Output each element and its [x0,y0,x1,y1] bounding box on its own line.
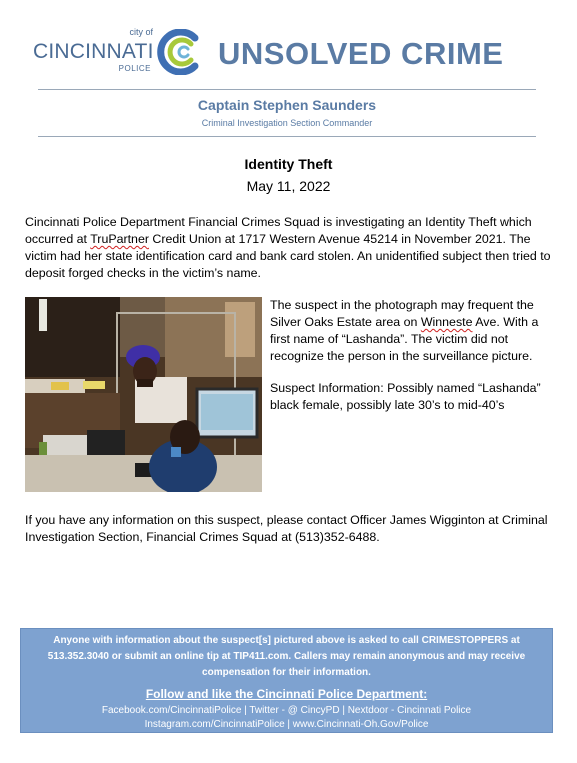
spellcheck-flagged-street: Winneste [420,315,473,329]
cincinnati-police-logo [33,28,203,78]
suspect-location-paragraph [270,297,552,365]
crime-date: May 11, 2022 [246,178,331,194]
case-description-part2: Credit Union at 1717 Western Avenue 45214 in November 2021. The victim had her state identification card and bank card stolen. An unidentified subject then tried to deposit forged checks in the victim’s name. [25,232,551,280]
suspect-location-part2: Ave. With a first name of “Lashanda”. The victim did not recognize the person in the surveillance picture. [270,315,539,363]
case-description [25,214,560,282]
suspect-location-part1: The suspect in the photograph may frequent the Silver Oaks Estate area on [270,298,534,329]
case-description-part1: Cincinnati Police Department Financial Crimes Squad is investigating an Identity Theft which occurred at [25,215,532,246]
follow-heading: Follow and like the Cincinnati Police Department: [145,687,428,701]
logo-city-word: city of [129,27,153,37]
commander-title: Criminal Investigation Section Commander [201,118,373,128]
cincinnati-c-logo-icon [155,29,203,75]
commander-name: Captain Stephen Saunders [197,97,377,113]
surveillance-photo [25,297,262,492]
logo-department: POLICE [118,64,151,73]
suspect-information: Suspect Information: Possibly named “Lashanda” black female, possibly late 30’s to mid-40’s [270,381,541,412]
crimestoppers-message: Anyone with information about the suspect[s] pictured above is asked to call CRIMESTOPPERS at 513.352.3040 or submit an online tip at TIP411.com. Callers may remain anonymous and may receive compensation for their information. [47,635,526,678]
logo-city-name: CINCINNATI [33,40,154,63]
social-links-line1: Facebook.com/CincinnatiPolice | Twitter - @ CincyPD | Nextdoor - Cincinnati Police [101,705,472,716]
unsolved-crime-headline: UNSOLVED CRIME [218,36,504,71]
crime-title: Identity Theft [244,156,333,172]
contact-paragraph: If you have any information on this suspect, please contact Officer James Wigginton at Criminal Investigation Section, Financial Crimes Squad at (513)352-6488. [25,513,548,544]
header-rule-top [38,89,536,90]
spellcheck-flagged-word: TruPartner [90,232,149,246]
header-rule-bottom [38,136,536,137]
social-links-line2: Instagram.com/CincinnatiPolice | www.Cincinnati-Oh.Gov/Police [144,719,429,730]
crimestoppers-tip-box [20,628,553,733]
surveillance-scene-image [25,297,262,492]
